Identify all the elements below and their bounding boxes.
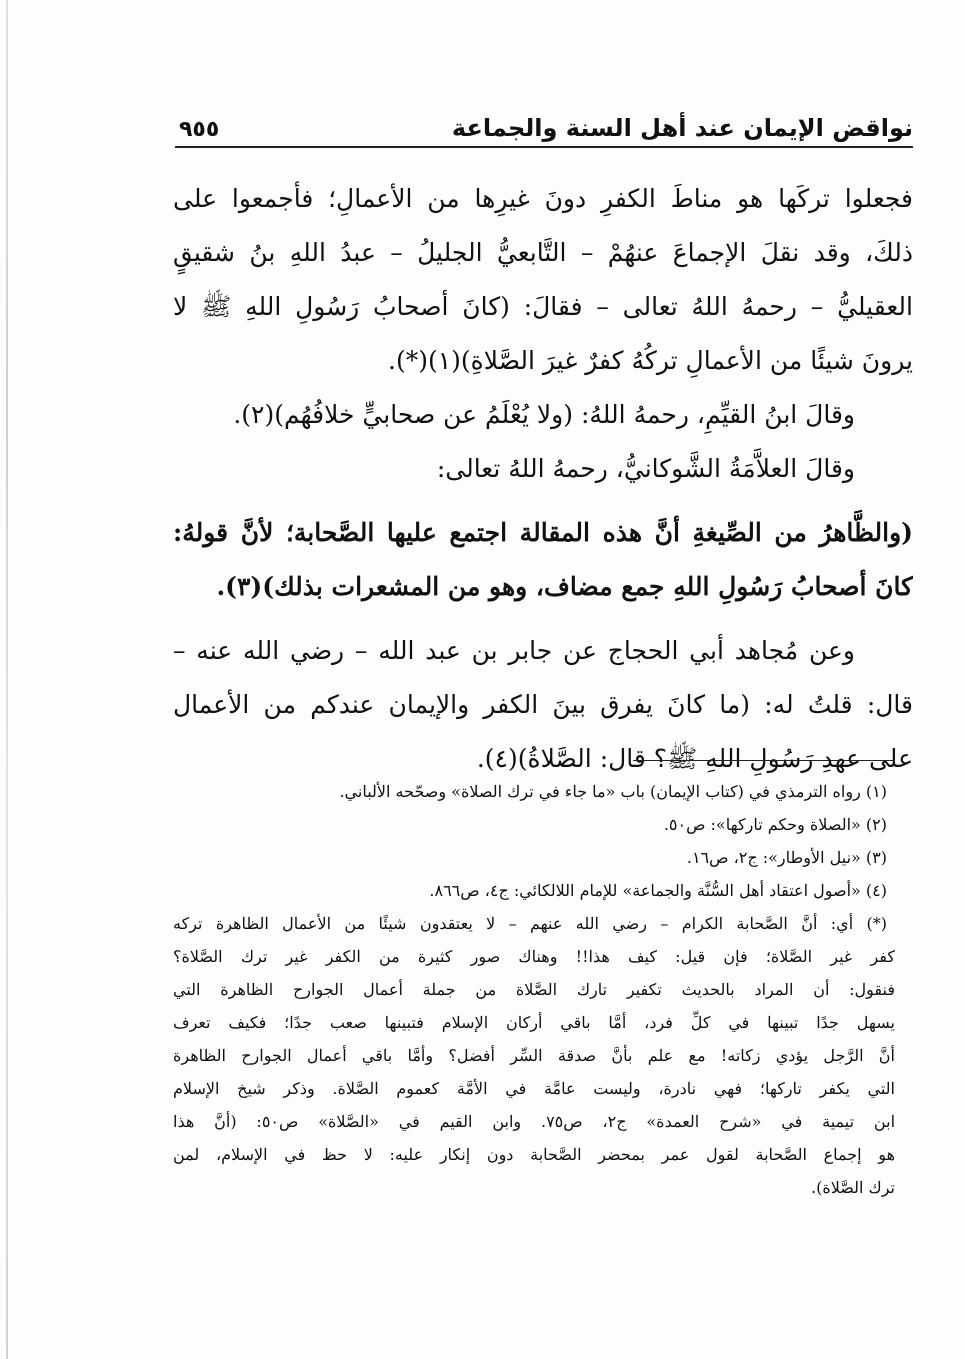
text-line: يرونَ شيئًا من الأعمالِ تركُهُ كفرٌ غيرَ الصَّلاةِ)(١)(*). (388, 346, 913, 375)
footnote-line: ابن تيمية في «شرح العمدة» ج٢، ص٧٥. وابن القيم في «الصَّلاة» ص٥٠: (أنَّ هذا (173, 1112, 895, 1131)
quote-line: كانَ أصحابُ رَسُولِ اللهِ جمع مضاف، وهو من المشعرات بذلك)(٣). (216, 572, 913, 601)
footnote-line: كفر غير الصَّلاة؛ فإن قيل: كيف هذا!! وهناك صور كثيرة من الكفر غير ترك الصَّلاة؟ (173, 947, 895, 966)
text-line: وقالَ العلاَّمَةُ الشَّوكانيُّ، رحمهُ اللهُ تعالى: (436, 454, 855, 483)
footnote-line: التي يكفر تاركها؛ فهي نادرة، وليست عامَّة في الأمَّة كعموم الصَّلاة. وذكر شيخ الإسلام (173, 1079, 895, 1098)
footnote-line: (*) أي: أنَّ الصَّحابة الكرام – رضي الله عنهم – لا يعتقدون شيئًا من الأعمال الظاهرة تركه (173, 914, 887, 933)
quote-line: (والظَّاهرُ من الصِّيغةِ أنَّ هذه المقالة اجتمع عليها الصَّحابة؛ لأنَّ قولهُ: (173, 518, 913, 547)
text-line: على عهدِ رَسُولِ اللهِ ﷺ؟ قال: الصَّلاةُ)(٤). (476, 744, 913, 773)
text-line: العقيليُّ – رحمهُ اللهُ تعالى – فقالَ: (كانَ أصحابُ رَسُولِ اللهِ ﷺ لا (173, 292, 913, 321)
text-line: وعن مُجاهد أبي الحجاج عن جابر بن عبد الله – رضي الله عنه – (173, 636, 855, 665)
running-title: نواقض الإيمان عند أهل السنة والجماعة (451, 114, 913, 142)
footnote-line: أنَّ الرَّجل يؤدي زكاته! مع علم بأنَّ صدقة السِّر أفضل؟ وأمَّا باقي أعمال الجوارح الظاهرة (173, 1046, 895, 1065)
footnote-line: (١) رواه الترمذي في (كتاب الإيمان) باب «ما جاء في ترك الصلاة» وصحّحه الألباني. (339, 782, 887, 801)
footnote-line: ترك الصَّلاة). (810, 1178, 895, 1197)
footnote-line: (٤) «أصول اعتقاد أهل السُّنَّة والجماعة» للإمام اللالكائي: ج٤، ص٨٦٦. (429, 881, 887, 900)
footnote-line: (٢) «الصلاة وحكم تاركها»: ص٥٠. (663, 815, 887, 834)
footnote-line: (٣) «نيل الأوطار»: ج٢، ص١٦. (686, 848, 887, 867)
text-line: ذلكَ، وقد نقلَ الإجماعَ عنهُمْ – التَّابعيُّ الجليلُ – عبدُ اللهِ بنُ شقيقٍ (173, 238, 913, 267)
page-header (175, 108, 913, 148)
footnotes (173, 760, 895, 1204)
text-line: وقالَ ابنُ القيِّمِ، رحمهُ اللهُ: (ولا يُعْلَمُ عن صحابيٍّ خلافُهُم)(٢). (233, 400, 855, 429)
footnote-line: فنقول: أن المراد بالحديث تكفير تارك الصَّلاة من جملة أعمال الجوارح الظاهرة التي (173, 980, 895, 999)
text-line: قال: قلتُ له: (ما كانَ يفرق بينَ الكفر والإيمان عندكم من الأعمال (173, 690, 913, 719)
footnote-line: يسهل جدًا تبينها في كلِّ فرد، أمَّا باقي أركان الإسلام فتبينها صعب جدًا؛ فكيف تعرف (173, 1013, 895, 1032)
footnote-separator (633, 760, 895, 761)
main-text (173, 172, 913, 786)
page-number: ٩٥٥ (179, 117, 220, 142)
scan-edge-shadow (6, 0, 8, 1359)
text-line: فجعلوا تركَها هو مناطَ الكفرِ دونَ غيرِها من الأعمالِ؛ فأجمعوا على (173, 184, 913, 213)
footnote-line: هو إجماع الصَّحابة لقول عمر بمحضر الصَّحابة دون إنكار عليه: لا حظ في الإسلام، لمن (173, 1145, 895, 1164)
